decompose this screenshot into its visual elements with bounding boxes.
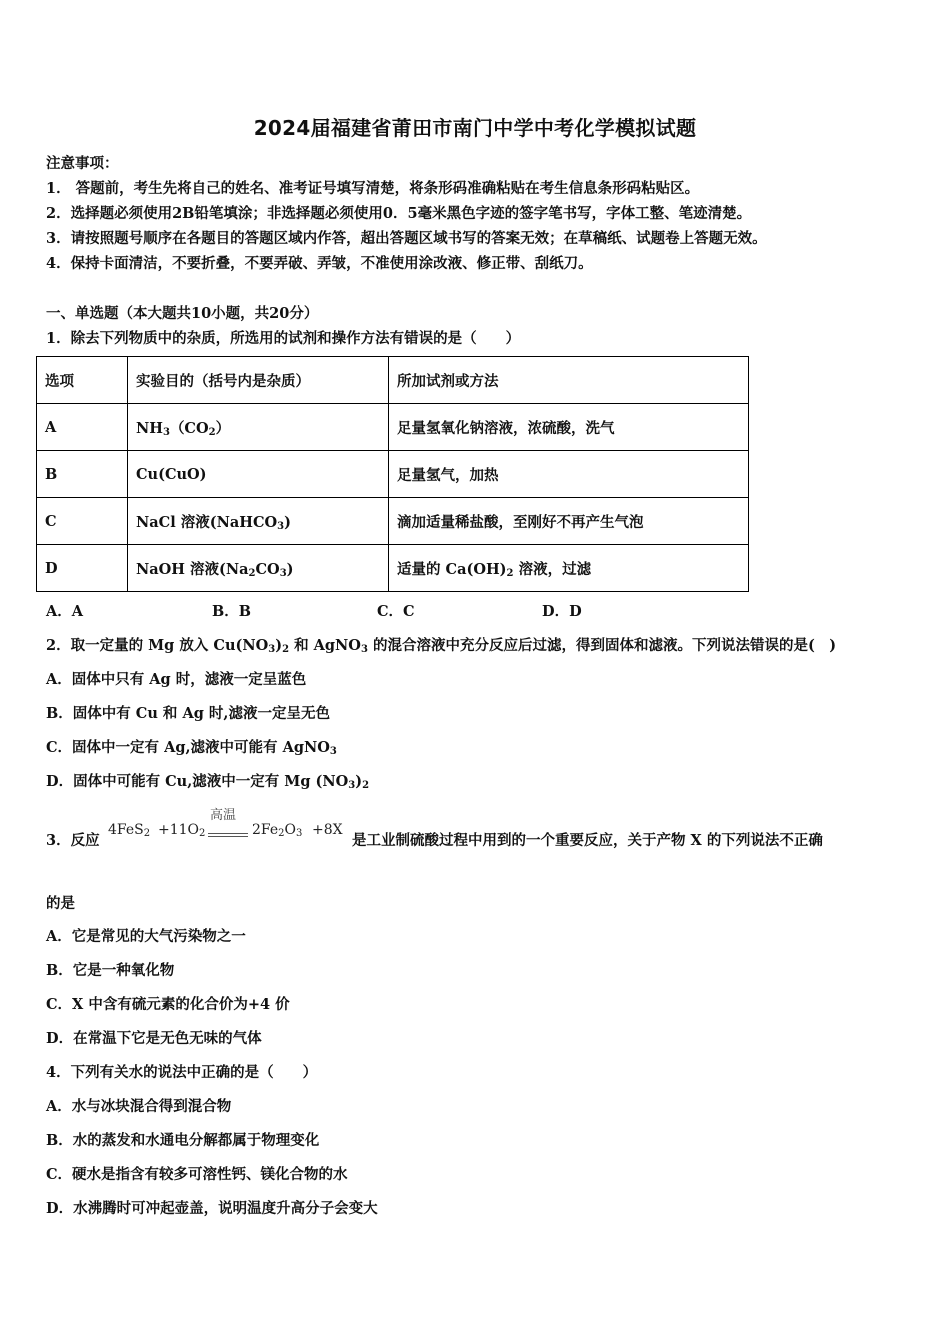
eq-condition: 高温 xyxy=(210,808,237,823)
notice-item-1: 1． 答题前，考生先将自己的姓名、准考证号填写清楚，将条形码准确粘贴在考生信息条形码粘贴区。 xyxy=(46,180,700,197)
chemical-equation xyxy=(108,808,350,850)
q4-option-a[interactable]: A．水与冰块混合得到混合物 xyxy=(46,1098,232,1115)
table-row xyxy=(37,451,749,498)
q4-option-d[interactable]: D．水沸腾时可冲起壶盖，说明温度升高分子会变大 xyxy=(46,1200,378,1217)
option-cell: C xyxy=(37,498,128,545)
q4-option-c[interactable]: C．硬水是指含有较多可溶性钙、镁化合物的水 xyxy=(46,1166,348,1183)
notice-item-3: 3．请按照题号顺序在各题目的答题区域内作答，超出答题区域书写的答案无效；在草稿纸、试题卷上答题无效。 xyxy=(46,230,767,247)
header-cell: 所加试剂或方法 xyxy=(389,357,749,404)
eq-arrow-line xyxy=(208,833,248,834)
table-header-row xyxy=(37,357,749,404)
q4-stem: 4．下列有关水的说法中正确的是（ ） xyxy=(46,1064,318,1081)
eq-arrow-line xyxy=(208,836,248,837)
method-cell: 足量氢氧化钠溶液，浓硫酸，洗气 xyxy=(389,404,749,451)
method-cell: 滴加适量稀盐酸，至刚好不再产生气泡 xyxy=(389,498,749,545)
q2-option-c[interactable]: C．固体中一定有 Ag,滤液中可能有 AgNO$_3$ xyxy=(46,739,337,757)
purpose-cell: Cu(CuO) xyxy=(128,451,389,498)
table-row xyxy=(37,545,749,592)
notice-item-2: 2．选择题必须使用2B铅笔填涂；非选择题必须使用0．5毫米黑色字迹的签字笔书写，字体工整、笔迹清楚。 xyxy=(46,205,752,222)
q1-option-a[interactable]: A．A xyxy=(46,603,84,620)
q1-option-c[interactable]: C．C xyxy=(377,603,415,620)
option-cell: D xyxy=(37,545,128,592)
q2-stem: 2．取一定量的 Mg 放入 $Cu(NO_3)_2$ 和 AgNO$_3$ 的混合溶液中充分反应后过滤，得到固体和滤液。下列说法错误的是( ) xyxy=(46,637,837,655)
method-cell: 足量氢气，加热 xyxy=(389,451,749,498)
q3-stem-tail-2: 的是 xyxy=(46,895,75,912)
q3-stem-tail: 是工业制硫酸过程中用到的一个重要反应，关于产物 X 的下列说法不正确 xyxy=(352,832,823,849)
header-cell: 选项 xyxy=(37,357,128,404)
notice-item-4: 4．保持卡面清洁，不要折叠，不要弄破、弄皱，不准使用涂改液、修正带、刮纸刀。 xyxy=(46,255,593,272)
q2-option-d[interactable]: D．固体中可能有 Cu,滤液中一定有 Mg $(NO_3)_2$ xyxy=(46,773,370,791)
table-row xyxy=(37,498,749,545)
notice-heading: 注意事项： xyxy=(46,155,119,172)
q2-option-b[interactable]: B．固体中有 Cu 和 Ag 时,滤液一定呈无色 xyxy=(46,705,330,722)
table-row xyxy=(37,404,749,451)
method-cell: 适量的 $Ca(OH)_2$ 溶液，过滤 xyxy=(389,545,749,592)
q3-lead: 3．反应 xyxy=(46,832,100,849)
q1-stem: 1．除去下列物质中的杂质，所选用的试剂和操作方法有错误的是（ ） xyxy=(46,330,521,347)
eq-product-1: $2Fe_2O_3$ xyxy=(252,822,303,839)
q1-option-d[interactable]: D．D xyxy=(542,603,582,620)
purpose-cell: NaCl 溶液(NaHCO$_3$) xyxy=(128,498,389,545)
section-heading: 一、单选题（本大题共10小题，共20分） xyxy=(46,305,319,322)
eq-reactant-1: 4FeS$_2$ xyxy=(108,822,151,839)
option-cell: A xyxy=(37,404,128,451)
option-cell: B xyxy=(37,451,128,498)
q3-option-a[interactable]: A．它是常见的大气污染物之一 xyxy=(46,928,246,945)
q2-option-a[interactable]: A．固体中只有 Ag 时，滤液一定呈蓝色 xyxy=(46,671,307,688)
eq-reactant-2: $+11O_2$ xyxy=(158,822,206,839)
q1-option-b[interactable]: B．B xyxy=(212,603,252,620)
purpose-cell: $NH_3(CO_2)$ xyxy=(128,404,389,451)
q3-option-b[interactable]: B．它是一种氧化物 xyxy=(46,962,175,979)
q1-table xyxy=(36,356,749,592)
eq-product-2: +8X xyxy=(312,822,343,838)
purpose-cell: NaOH 溶液$(Na_2CO_3)$ xyxy=(128,545,389,592)
header-cell: 实验目的（括号内是杂质） xyxy=(128,357,389,404)
q3-option-d[interactable]: D．在常温下它是无色无味的气体 xyxy=(46,1030,262,1047)
q3-option-c[interactable]: C．X 中含有硫元素的化合价为+4 价 xyxy=(46,996,290,1013)
q4-option-b[interactable]: B．水的蒸发和水通电分解都属于物理变化 xyxy=(46,1132,320,1149)
page-title: 2024届福建省莆田市南门中学中考化学模拟试题 xyxy=(253,116,697,140)
